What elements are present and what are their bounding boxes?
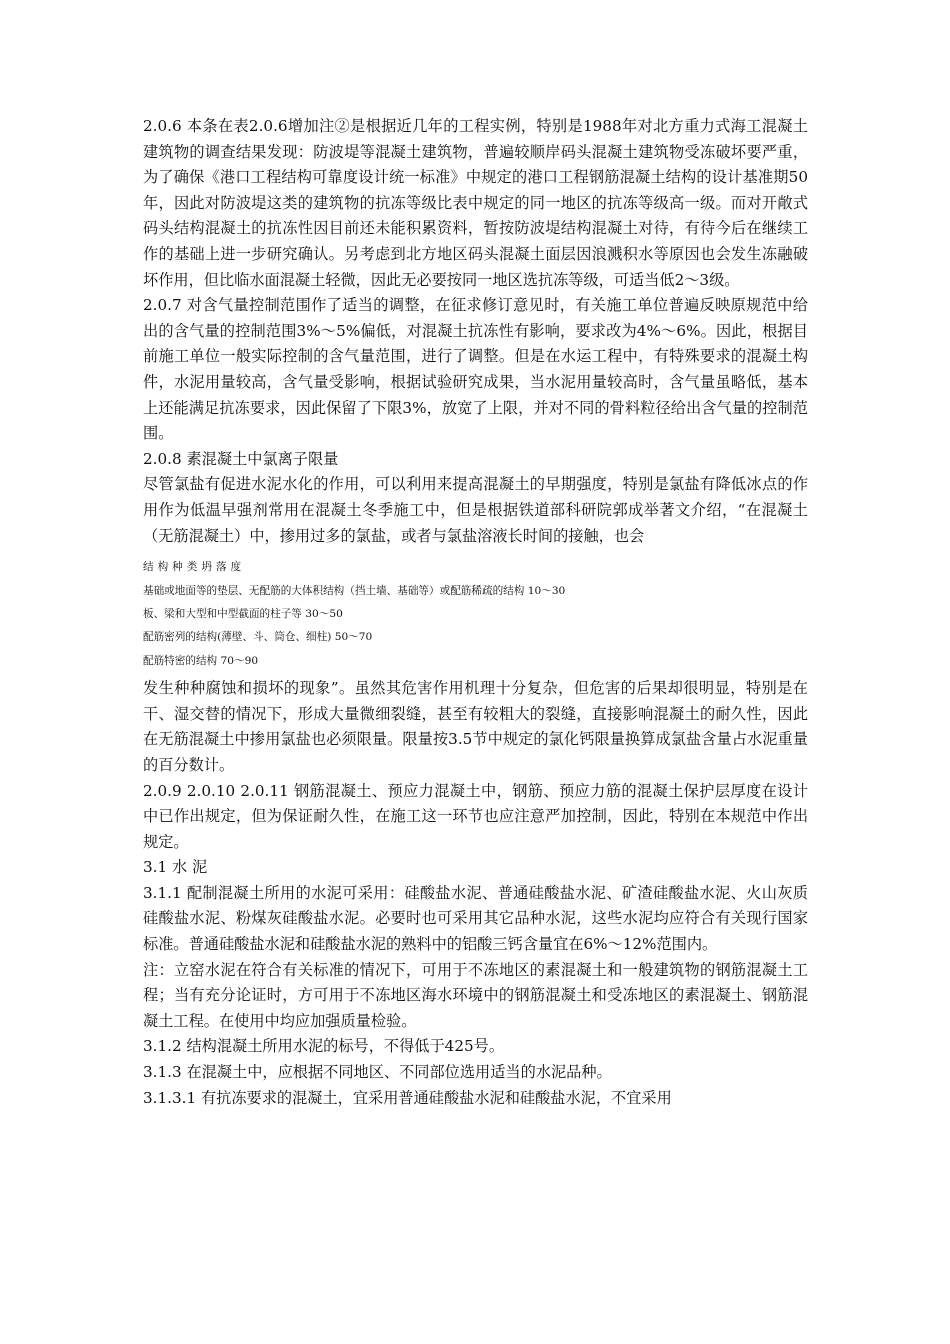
slump-table-row: 基础或地面等的垫层、无配筋的大体积结构（挡土墙、基础等）或配筋稀疏的结构 10～30 xyxy=(143,584,566,597)
paragraph-3-1-1: 3.1.1 配制混凝土所用的水泥可采用：硅酸盐水泥、普通硅酸盐水泥、矿渣硅酸盐水泥、火山灰质硅酸盐水泥、粉煤灰硅酸盐水泥。必要时也可采用其它品种水泥，这些水泥均应符合有关现行国家标准。普通硅酸盐水泥和硅酸盐水泥的熟料中的铝酸三钙含量宜在6%～12%范围内。 xyxy=(143,883,808,954)
paragraph-3-1-2: 3.1.2 结构混凝土所用水泥的标号，不得低于425号。 xyxy=(143,1037,505,1056)
slump-table-row: 配筋密列的结构(薄壁、斗、筒仓、细柱) 50～70 xyxy=(143,631,373,644)
paragraph-note: 注：立窑水泥在符合有关标准的情况下，可用于不冻地区的素混凝土和一般建筑物的钢筋混凝土工程；当有充分论证时，方可用于不冻地区海水环境中的钢筋混凝土和受冻地区的素混凝土、钢筋混凝土工程。在使用中均应加强质量检验。 xyxy=(143,960,808,1030)
paragraph-2-0-9: 2.0.9 2.0.10 2.0.11 钢筋混凝土、预应力混凝土中，钢筋、预应力筋的混凝土保护层厚度在设计中已作出规定，但为保证耐久性，在施工这一环节也应注意严加控制，因此，特别在本规范中作出规定。 xyxy=(143,781,808,851)
heading-3-1: 3.1 水 泥 xyxy=(143,858,208,877)
slump-table-header: 结构种类坍落度 xyxy=(143,561,246,574)
slump-table-row: 板、梁和大型和中型截面的柱子等 30～50 xyxy=(143,607,343,620)
slump-table xyxy=(143,556,808,673)
document-body xyxy=(143,114,808,1111)
paragraph-corrosion: 发生种种腐蚀和损坏的现象”。虽然其危害作用机理十分复杂，但危害的后果却很明显，特别是在干、湿交替的情况下，形成大量微细裂缝，甚至有较粗大的裂缝，直接影响混凝土的耐久性，因此在无筋混凝土中掺用氯盐也必须限量。限量按3.5节中规定的氯化钙限量换算成氯盐含量占水泥重量的百分数计。 xyxy=(143,679,808,774)
paragraph-3-1-3-1: 3.1.3.1 有抗冻要求的混凝土，宜采用普通硅酸盐水泥和硅酸盐水泥，不宜采用 xyxy=(143,1088,672,1107)
paragraph-chloride: 尽管氯盐有促进水泥水化的作用，可以利用来提高混凝土的早期强度，特别是氯盐有降低冰点的作用作为低温早强剂常用在混凝土冬季施工中，但是根据铁道部科研院郭成举著文介绍，“在混凝土（无筋混凝土）中，掺用过多的氯盐，或者与氯盐溶液长时间的接触，也会 xyxy=(143,475,808,545)
paragraph-2-0-6: 2.0.6 本条在表2.0.6增加注②是根据近几年的工程实例，特别是1988年对北方重力式海工混凝土建筑物的调查结果发现：防波堤等混凝土建筑物，普遍较顺岸码头混凝土建筑物受冻破坏要严重，为了确保《港口工程结构可靠度设计统一标准》中规定的港口工程钢筋混凝土结构的设计基准期50年，因此对防波堤这类的建筑物的抗冻等级比表中规定的同一地区的抗冻等级高一级。而对开敞式码头结构混凝土的抗冻性因目前还未能积累资料，暂按防波堤结构混凝土对待，有待今后在继续工作的基础上进一步研究确认。另考虑到北方地区码头混凝土面层因浪溅积水等原因也会发生冻融破坏作用，但比临水面混凝土轻微，因此无必要按同一地区选抗冻等级，可适当低2～3级。 xyxy=(143,117,808,289)
heading-2-0-8: 2.0.8 素混凝土中氯离子限量 xyxy=(143,449,339,468)
slump-table-row: 配筋特密的结构 70～90 xyxy=(143,654,259,667)
paragraph-3-1-3: 3.1.3 在混凝土中，应根据不同地区、不同部位选用适当的水泥品种。 xyxy=(143,1063,612,1082)
paragraph-2-0-7: 2.0.7 对含气量控制范围作了适当的调整，在征求修订意见时，有关施工单位普遍反映原规范中给出的含气量的控制范围3%～5%偏低，对混凝土抗冻性有影响，要求改为4%～6%。因此，根据目前施工单位一般实际控制的含气量范围，进行了调整。但是在水运工程中，有特殊要求的混凝土构件，水泥用量较高，含气量受影响，根据试验研究成果，当水泥用量较高时，含气量虽略低，基本上还能满足抗冻要求，因此保留了下限3%，放宽了上限，并对不同的骨料粒径给出含气量的控制范围。 xyxy=(143,296,808,443)
